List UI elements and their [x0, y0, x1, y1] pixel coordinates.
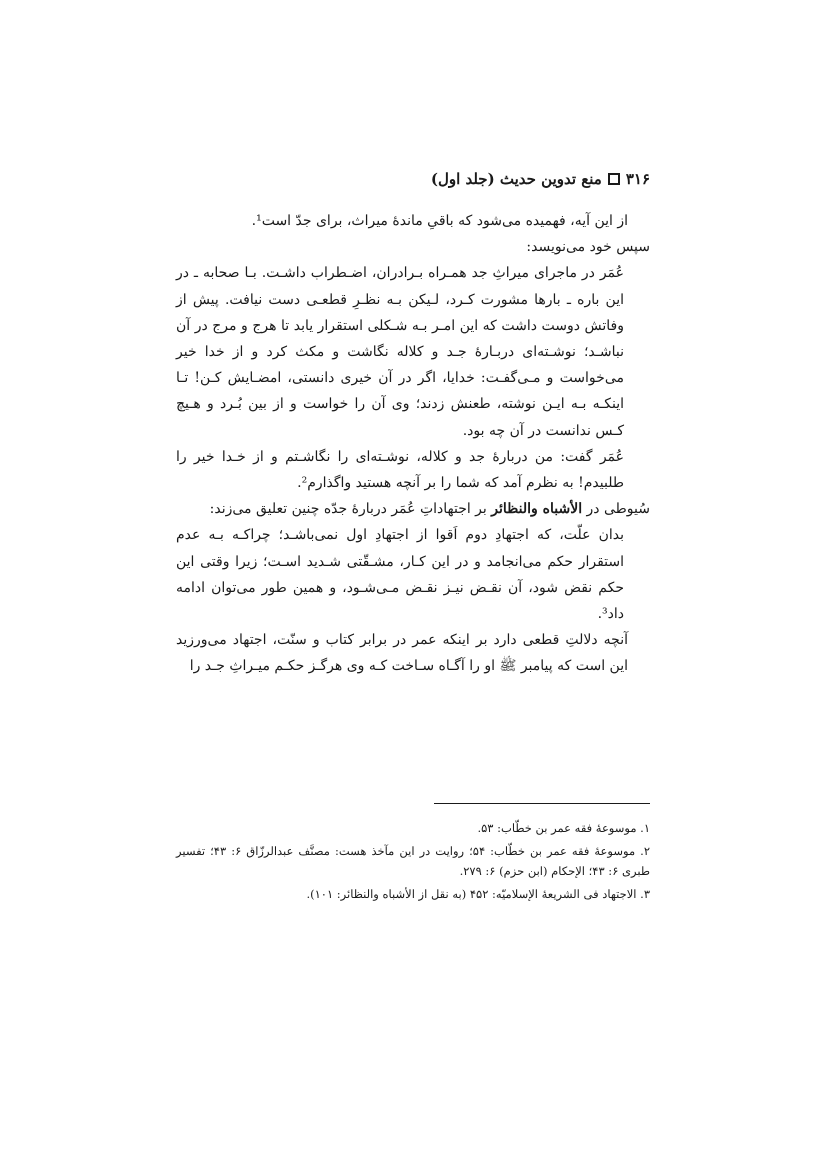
quote-2: عُمَر گفت: من دربارهٔ جد و کلاله، نوشـته‌ای را نگاشـتم و از خـدا خیر را طلبیدم! به نظرم آمد که شما را بر آنچه هستید واگذارم². [176, 448, 624, 492]
page-header [176, 170, 650, 188]
paragraph-2: سپس خود می‌نویسد: [526, 239, 650, 256]
p3-after: بر اجتهاداتِ عُمَر دربارهٔ جدّه چنین تعلیق می‌زند: [209, 501, 487, 518]
quote-3: بدان علّت، که اجتهادِ دوم اَقوا از اجتهادِ اول نمی‌باشـد؛ چراکـه بـه عدم استقرار حکم می‌انجامد و در این کـار، مشـقّتی شـدید اسـت؛ زیرا وقتی این حکم نقض شود، آن نقـض نیـز نقـض مـی‌شـود، و همین طور می‌توان ادامه داد³. [176, 527, 624, 623]
footnote-3: ۳. الاجتهاد فی الشریعهٔ الإسلامیّه: ۴۵۲ (به نقل از الأشباه والنظائر: ۱۰۱). [306, 886, 650, 901]
footnotes [176, 818, 650, 906]
paragraph-4: آنچه دلالتِ قطعی دارد بر اینکه عمر در برابر کتاب و سنّت، اجتهاد می‌ورزید این است که پیامبر ﷺ او را آگـاه سـاخت کـه وی هرگـز حکـم میـراثِ جـد را [176, 632, 628, 675]
p3-before: سُیوطی در [586, 501, 650, 518]
footnote-1: ۱. موسوعهٔ فقه عمر بن خطّاب: ۵۳. [477, 821, 650, 835]
footnote-2: ۲. موسوعهٔ فقه عمر بن خطّاب: ۵۴؛ روایت در این مآخذ هست: مصنَّف عبدالرزّاق ۶: ۴۳؛ تفسیر طبری ۶: ۴۳؛ الإحکام (ابن حزم) ۶: ۲۷۹. [176, 843, 650, 878]
paragraph-1: از این آیه، فهمیده می‌شود که باقیِ ماندهٔ میراث، برای جدّ است¹. [251, 213, 628, 229]
paragraph-3 [176, 496, 650, 522]
square-icon [608, 173, 620, 185]
footnote-divider [434, 803, 650, 804]
book-name-bold: الأشباه والنظائر [491, 501, 583, 518]
page-number: ۳۱۶ [625, 170, 650, 188]
main-text [176, 208, 650, 680]
quote-1: عُمَر در ماجرای میراثِ جد همـراه بـرادران، اضـطراب داشـت. بـا صحابه ـ در این باره ـ بارها مشورت کـرد، لـیکن بـه نظـرِ قطعـی دست نیافت. پیش از وفاتش دوست داشت که این امـر بـه شـکلی استقرار یابد تا هرج و مرج در آن نباشـد؛ نوشـته‌ای دربـارهٔ جـد و کلاله نگاشت و مکث کرد و از خدا خیر می‌خواست و مـی‌گفـت: خدایا، اگر در آن خیری دانستی، امضـایش کـن! تـا اینکـه بـه ایـن نوشته، طعنش زدند؛ وی آن را خواست و از بین بُـرد و هـیچ کـس ندانست در آن چه بود. [176, 265, 624, 439]
book-title: منع تدوین حدیث (جلد اول) [430, 170, 602, 188]
